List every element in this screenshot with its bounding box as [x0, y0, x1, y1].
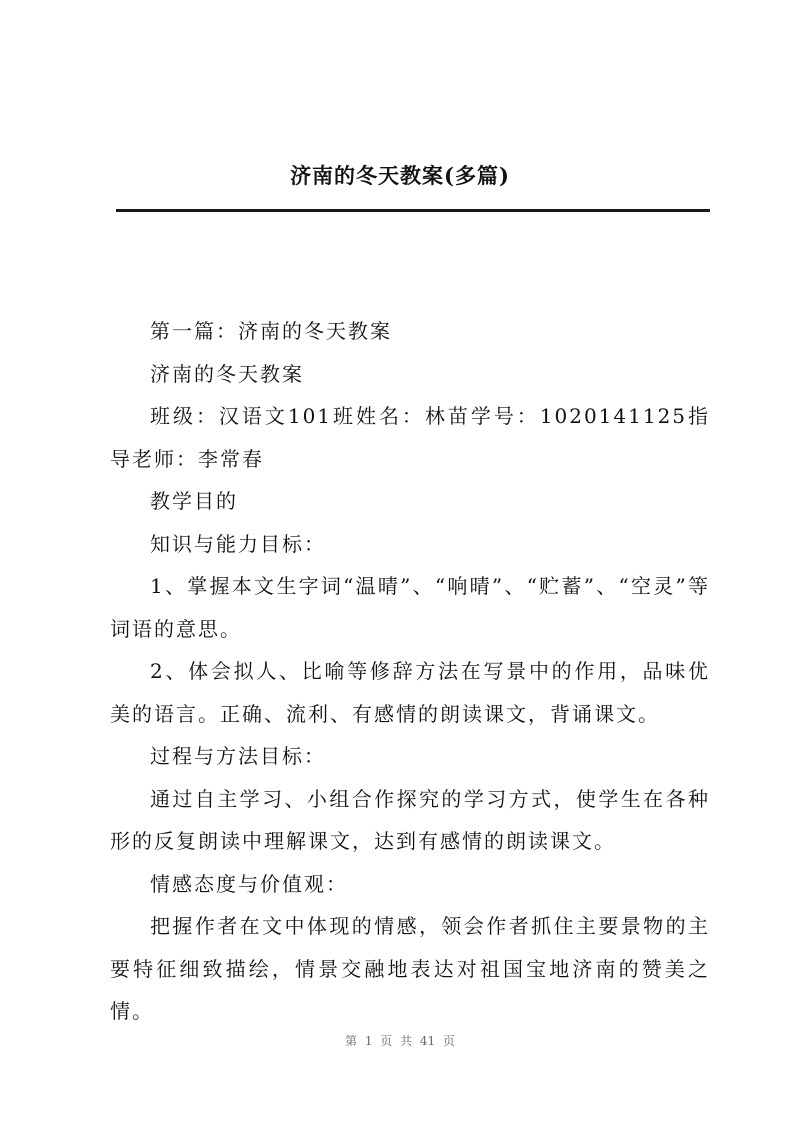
title-divider [116, 209, 710, 212]
teaching-objectives-heading: 教学目的 [150, 489, 238, 513]
class-info: 班级：汉语文101班姓名：林苗学号：1020141125指导老师：李常春 [110, 404, 710, 471]
process-goal: 通过自主学习、小组合作探究的学习方式，使学生在各种形的反复朗读中理解课文，达到有感情的朗读课文。 [110, 786, 710, 853]
document-title: 济南的冬天教案(多篇) [290, 163, 510, 188]
knowledge-goals-heading: 知识与能力目标： [150, 531, 326, 556]
knowledge-goal-1: 1、掌握本文生字词“温晴”、“响晴”、“贮蓄”、“空灵”等词语的意思。 [110, 574, 710, 641]
document-body [110, 310, 710, 1033]
emotion-goal: 把握作者在文中体现的情感，领会作者抓住主要景物的主要特征细致描绘，情景交融地表达对祖国宝地济南的赞美之情。 [110, 914, 710, 1023]
page-footer: 第 1 页 共 41 页 [345, 1034, 455, 1048]
section-heading: 第一篇：济南的冬天教案 [150, 319, 392, 343]
lesson-title: 济南的冬天教案 [150, 361, 304, 386]
knowledge-goal-2: 2、体会拟人、比喻等修辞方法在写景中的作用，品味优美的语言。正确、流利、有感情的朗读课文，背诵课文。 [110, 659, 710, 726]
emotion-goals-heading: 情感态度与价值观： [150, 871, 348, 896]
process-goals-heading: 过程与方法目标： [150, 744, 326, 768]
